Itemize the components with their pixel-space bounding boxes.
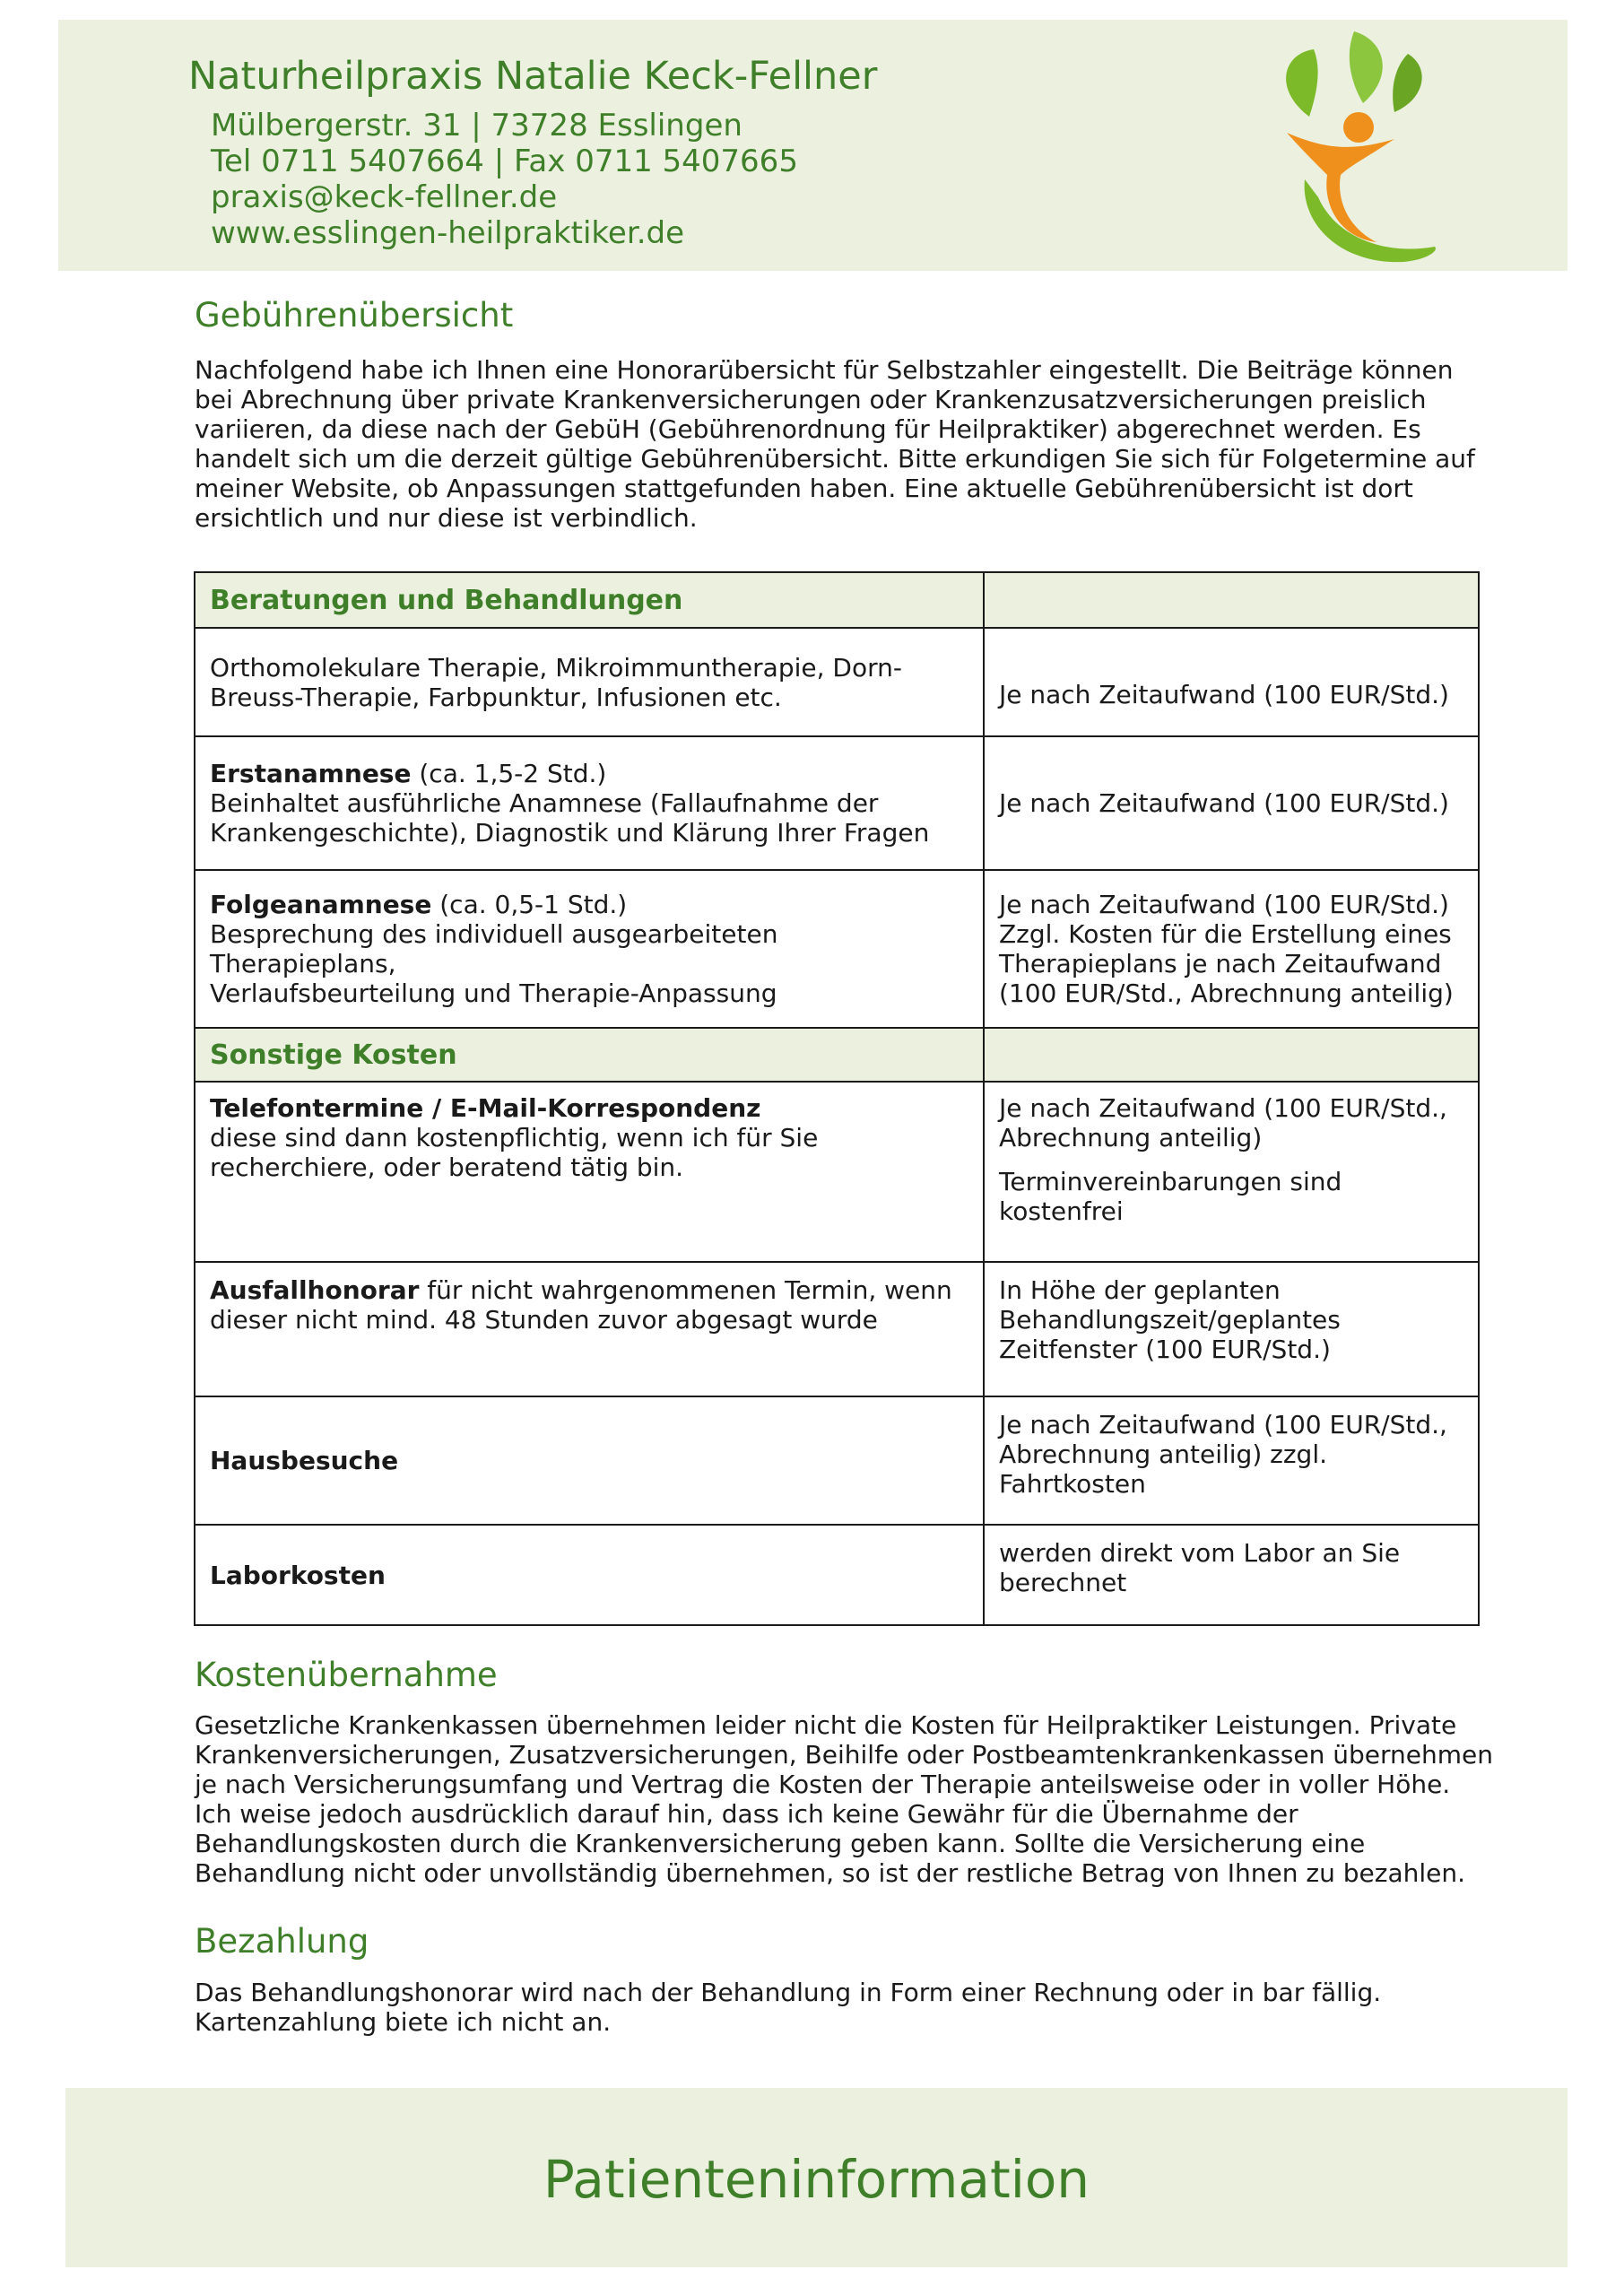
- footer-banner: [65, 2088, 1568, 2267]
- fees-intro-line: ersichtlich und nur diese ist verbindlich.: [195, 503, 698, 533]
- table-row: [195, 870, 1479, 1028]
- row-price: In Höhe der geplanten: [999, 1275, 1281, 1305]
- header-banner: [58, 20, 1568, 271]
- row-price-note: Zzgl. Kosten für die Erstellung eines: [999, 919, 1452, 949]
- row-text: dieser nicht mind. 48 Stunden zuvor abgesagt wurde: [210, 1305, 878, 1335]
- payment-line: Kartenzahlung biete ich nicht an.: [195, 2007, 612, 2037]
- phone-fax: Tel 0711 5407664 | Fax 0711 5407665: [211, 144, 798, 179]
- row-text: Verlaufsbeurteilung und Therapie-Anpassung: [210, 978, 777, 1008]
- section-label-treatments: Beratungen und Behandlungen: [210, 584, 683, 616]
- row-price: werden direkt vom Labor an Sie: [999, 1538, 1401, 1568]
- fees-intro-line: meiner Website, ob Anpassungen stattgefunden haben. Eine aktuelle Gebührenübersicht ist dort: [195, 474, 1413, 503]
- coverage-line: Behandlung nicht oder unvollständig übernehmen, so ist der restliche Betrag von Ihnen zu bezahlen.: [195, 1858, 1465, 1888]
- fees-intro-line: Nachfolgend habe ich Ihnen eine Honorarübersicht für Selbstzahler eingestellt. Die Beiträge können: [195, 355, 1454, 385]
- fees-intro-line: bei Abrechnung über private Krankenversicherungen oder Krankenzusatzversicherungen preislich: [195, 385, 1427, 414]
- email[interactable]: praxis@keck-fellner.de: [211, 179, 558, 215]
- row-price: Je nach Zeitaufwand (100 EUR/Std.,: [999, 1093, 1447, 1123]
- row-duration: (ca. 0,5-1 Std.): [431, 890, 628, 919]
- coverage-line: Krankenversicherungen, Zusatzversicherungen, Beihilfe oder Postbeamtenkrankenkassen übernehmen: [195, 1740, 1494, 1770]
- row-price: Je nach Zeitaufwand (100 EUR/Std.): [999, 680, 1449, 709]
- fee-table: [194, 571, 1480, 1626]
- payment-text: [195, 1978, 1504, 2037]
- fees-intro: [195, 355, 1504, 533]
- row-title: Ausfallhonorar: [210, 1275, 420, 1305]
- table-section-header: [195, 572, 1479, 628]
- website[interactable]: www.esslingen-heilpraktiker.de: [211, 215, 684, 251]
- payment-heading: Bezahlung: [195, 1922, 369, 1961]
- row-price: Je nach Zeitaufwand (100 EUR/Std.): [999, 788, 1449, 818]
- row-price: berechnet: [999, 1568, 1127, 1597]
- footer-title: Patienteninformation: [543, 2149, 1090, 2210]
- row-price: Abrechnung anteilig) zzgl.: [999, 1439, 1327, 1469]
- fees-intro-line: variieren, da diese nach der GebüH (Gebührenordnung für Heilpraktiker) abgerechnet werden. Es: [195, 414, 1421, 444]
- row-price-note: kostenfrei: [999, 1196, 1124, 1226]
- table-row: [195, 1262, 1479, 1396]
- table-section-header: [195, 1028, 1479, 1082]
- row-title: Laborkosten: [210, 1560, 386, 1590]
- row-text: recherchiere, oder beratend tätig bin.: [210, 1152, 684, 1182]
- coverage-line: Behandlungskosten durch die Krankenversicherung geben kann. Sollte die Versicherung eine: [195, 1829, 1366, 1858]
- table-row: [195, 628, 1479, 736]
- row-price: Je nach Zeitaufwand (100 EUR/Std.,: [999, 1410, 1447, 1439]
- table-row: [195, 1396, 1479, 1525]
- row-duration: (ca. 1,5-2 Std.): [411, 759, 607, 788]
- row-price: Zeitfenster (100 EUR/Std.): [999, 1335, 1331, 1364]
- coverage-line: Gesetzliche Krankenkassen übernehmen leider nicht die Kosten für Heilpraktiker Leistungen. Private: [195, 1710, 1457, 1740]
- fees-intro-line: handelt sich um die derzeit gültige Gebührenübersicht. Bitte erkundigen Sie sich für Folgetermine auf: [195, 444, 1475, 474]
- row-price: Fahrtkosten: [999, 1469, 1146, 1499]
- row-price-note: (100 EUR/Std., Abrechnung anteilig): [999, 978, 1454, 1008]
- coverage-text: [195, 1710, 1504, 1888]
- row-price: Abrechnung anteilig): [999, 1123, 1263, 1152]
- row-price-note: Therapieplans je nach Zeitaufwand: [999, 949, 1442, 978]
- row-text: Beinhaltet ausführliche Anamnese (Fallaufnahme der: [210, 788, 879, 818]
- row-price-note: Terminvereinbarungen sind: [999, 1167, 1342, 1196]
- table-row: [195, 736, 1479, 870]
- row-text: für nicht wahrgenommenen Termin, wenn: [419, 1275, 952, 1305]
- practice-name: Naturheilpraxis Natalie Keck-Fellner: [188, 54, 878, 99]
- row-title: Hausbesuche: [210, 1446, 399, 1475]
- table-row: [195, 1525, 1479, 1625]
- coverage-heading: Kostenübernahme: [195, 1656, 498, 1694]
- row-text: diese sind dann kostenpflichtig, wenn ich für Sie: [210, 1123, 819, 1152]
- row-title: Folgeanamnese: [210, 890, 432, 919]
- row-price: Behandlungszeit/geplantes: [999, 1305, 1341, 1335]
- payment-line: Das Behandlungshonorar wird nach der Behandlung in Form einer Rechnung oder in bar fällig.: [195, 1978, 1382, 2007]
- row-text: Besprechung des individuell ausgearbeiteten Therapieplans,: [210, 919, 778, 978]
- table-row: [195, 1082, 1479, 1262]
- address: Mülbergerstr. 31 | 73728 Esslingen: [211, 108, 743, 144]
- row-text: Breuss-Therapie, Farbpunktur, Infusionen etc.: [210, 682, 782, 712]
- coverage-line: Ich weise jedoch ausdrücklich darauf hin, dass ich keine Gewähr für die Übernahme der: [195, 1799, 1298, 1829]
- fees-heading: Gebührenübersicht: [195, 296, 514, 335]
- section-label-other-costs: Sonstige Kosten: [210, 1039, 457, 1071]
- row-price: Je nach Zeitaufwand (100 EUR/Std.): [999, 890, 1449, 919]
- coverage-line: je nach Versicherungsumfang und Vertrag die Kosten der Therapie anteilsweise oder in voller Höhe.: [195, 1770, 1451, 1799]
- row-text: Orthomolekulare Therapie, Mikroimmuntherapie, Dorn-: [210, 652, 902, 683]
- row-title: Telefontermine / E-Mail-Korrespondenz: [210, 1093, 761, 1123]
- row-text: Krankengeschichte), Diagnostik und Klärung Ihrer Fragen: [210, 818, 930, 848]
- leaf-person-logo-icon: [1251, 27, 1439, 274]
- row-title: Erstanamnese: [210, 759, 412, 788]
